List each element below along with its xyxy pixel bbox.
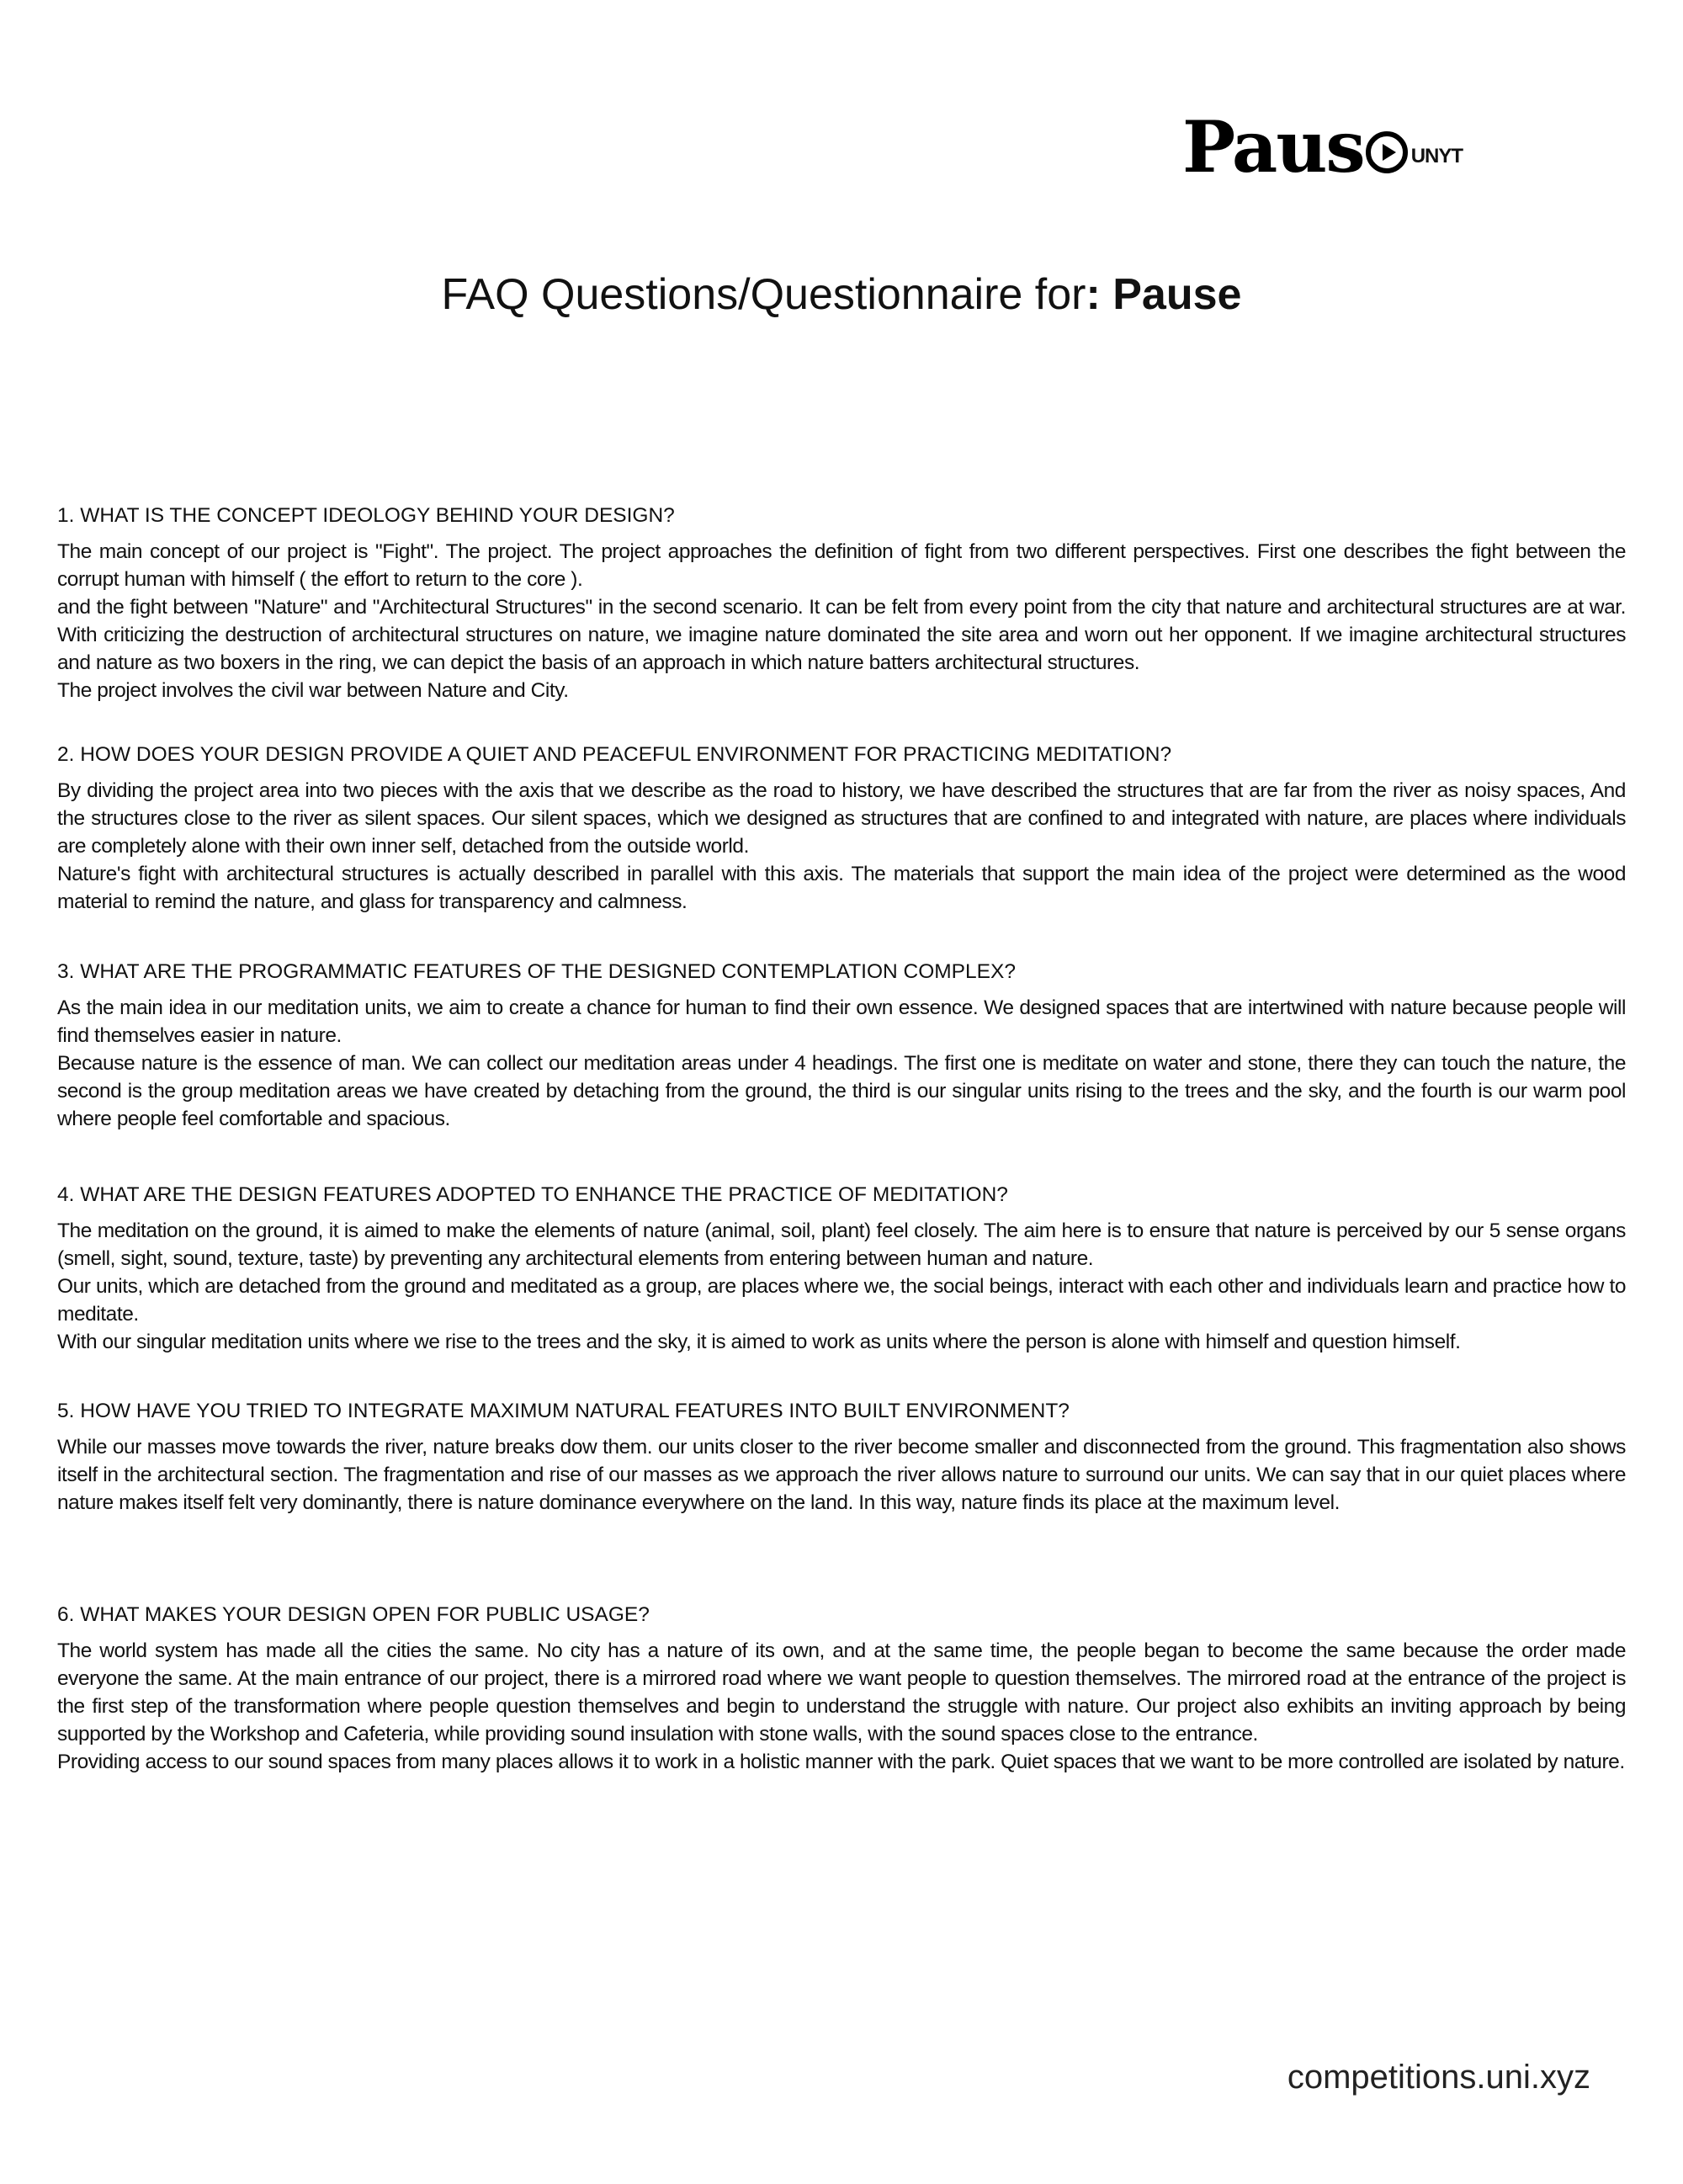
faq-answer-paragraph: The meditation on the ground, it is aimed to make the elements of nature (animal, soil, plant) feel closely. The aim here is to ensure that nature is perceived by our 5 sense organs (smell, sight, sound, texture, taste) by preventing any architectural elements from entering between human and nature.	[57, 1220, 1626, 1270]
faq-question: 2. HOW DOES YOUR DESIGN PROVIDE A QUIET AND PEACEFUL ENVIRONMENT FOR PRACTICING MEDITATION?	[57, 743, 1172, 766]
title-colon: :	[1086, 270, 1101, 319]
faq-answer-paragraph: Because nature is the essence of man. We can collect our meditation areas under 4 headings. The first one is meditate on water and stone, there they can touch the nature, the second is the group meditation areas we have created by detaching from the ground, the third is our singular units rising to the trees and the sky, and the fourth is our warm pool where people feel comfortable and spacious.	[57, 1052, 1626, 1130]
faq-section-2	[57, 741, 1626, 916]
faq-answer-paragraph: The project involves the civil war between Nature and City.	[57, 679, 569, 702]
title-project-name: Pause	[1100, 270, 1242, 319]
page-title	[0, 268, 1683, 321]
faq-question: 1. WHAT IS THE CONCEPT IDEOLOGY BEHIND YOUR DESIGN?	[57, 504, 675, 527]
faq-question: 5. HOW HAVE YOU TRIED TO INTEGRATE MAXIMUM NATURAL FEATURES INTO BUILT ENVIRONMENT?	[57, 1400, 1070, 1422]
faq-section-1	[57, 502, 1626, 704]
faq-answer-paragraph: The world system has made all the cities the same. No city has a nature of its own, and at the same time, the people began to become the same because the order made everyone the same. At the main entrance of our project, there is a mirrored road where we want people to question themselves. The mirrored road at the entrance of the project is the first step of the transformation where people question themselves and begin to understand the struggle with nature. Our project also exhibits an inviting approach by being supported by the Workshop and Cafeteria, while providing sound insulation with stone walls, with the sound spaces close to the entrance.	[57, 1639, 1626, 1746]
faq-answer-paragraph: and the fight between "Nature" and "Architectural Structures" in the second scenario. It can be felt from every point from the city that nature and architectural structures are at war. With criticizing the destruction of architectural structures on nature, we imagine nature dominated the site area and worn out her opponent. If we imagine architectural structures and nature as two boxers in the ring, we can depict the basis of an approach in which nature batters architectural structures.	[57, 596, 1626, 674]
faq-question: 3. WHAT ARE THE PROGRAMMATIC FEATURES OF THE DESIGNED CONTEMPLATION COMPLEX?	[57, 960, 1016, 983]
faq-answer-paragraph: Nature's fight with architectural structures is actually described in parallel with this axis. The materials that support the main idea of the project were determined as the wood material to remind the nature, and glass for transparency and calmness.	[57, 863, 1626, 913]
faq-section-4	[57, 1181, 1626, 1356]
faq-question: 6. WHAT MAKES YOUR DESIGN OPEN FOR PUBLIC USAGE?	[57, 1603, 650, 1626]
faq-section-5	[57, 1397, 1626, 1517]
footer-website-link[interactable]: competitions.uni.xyz	[1287, 2059, 1590, 2096]
pause-logo	[1182, 104, 1519, 189]
logo-subtext: UNYT	[1410, 144, 1463, 167]
faq-question: 4. WHAT ARE THE DESIGN FEATURES ADOPTED TO ENHANCE THE PRACTICE OF MEDITATION?	[57, 1183, 1008, 1206]
faq-answer-paragraph: By dividing the project area into two pieces with the axis that we describe as the road to history, we have described the structures that are far from the river as noisy spaces, And the structures close to the river as silent spaces. Our silent spaces, which we designed as structures that are confined to and integrated with nature, are places where individuals are completely alone with their own inner self, detached from the outside world.	[57, 779, 1626, 858]
faq-answer-paragraph: While our masses move towards the river, nature breaks dow them. our units closer to the river become smaller and disconnected from the ground. This fragmentation also shows itself in the architectural section. The fragmentation and rise of our masses as we approach the river allows nature to surround our units. We can say that in our quiet places where nature makes itself felt very dominantly, there is nature dominance everywhere on the land. In this way, nature finds its place at the maximum level.	[57, 1436, 1626, 1514]
faq-answer-paragraph: Providing access to our sound spaces from many places allows it to work in a holistic manner with the park. Quiet spaces that we want to be more controlled are isolated by nature.	[57, 1751, 1625, 1773]
logo-wordmark: Paus	[1182, 104, 1364, 189]
faq-section-3	[57, 958, 1626, 1133]
faq-answer-paragraph: As the main idea in our meditation units, we aim to create a chance for human to find their own essence. We designed spaces that are intertwined with nature because people will find themselves easier in nature.	[57, 996, 1626, 1047]
title-prefix: FAQ Questions/Questionnaire for	[441, 270, 1086, 319]
faq-answer-paragraph: With our singular meditation units where we rise to the trees and the sky, it is aimed to work as units where the person is alone with himself and question himself.	[57, 1331, 1461, 1353]
faq-answer-paragraph: Our units, which are detached from the ground and meditated as a group, are places where we, the social beings, interact with each other and individuals learn and practice how to meditate.	[57, 1275, 1626, 1326]
play-circle-icon	[1366, 131, 1408, 173]
faq-answer-paragraph: The main concept of our project is "Fight". The project. The project approaches the definition of fight from two different perspectives. First one describes the fight between the corrupt human with himself ( the effort to return to the core ).	[57, 540, 1626, 591]
faq-section-6	[57, 1601, 1626, 1776]
